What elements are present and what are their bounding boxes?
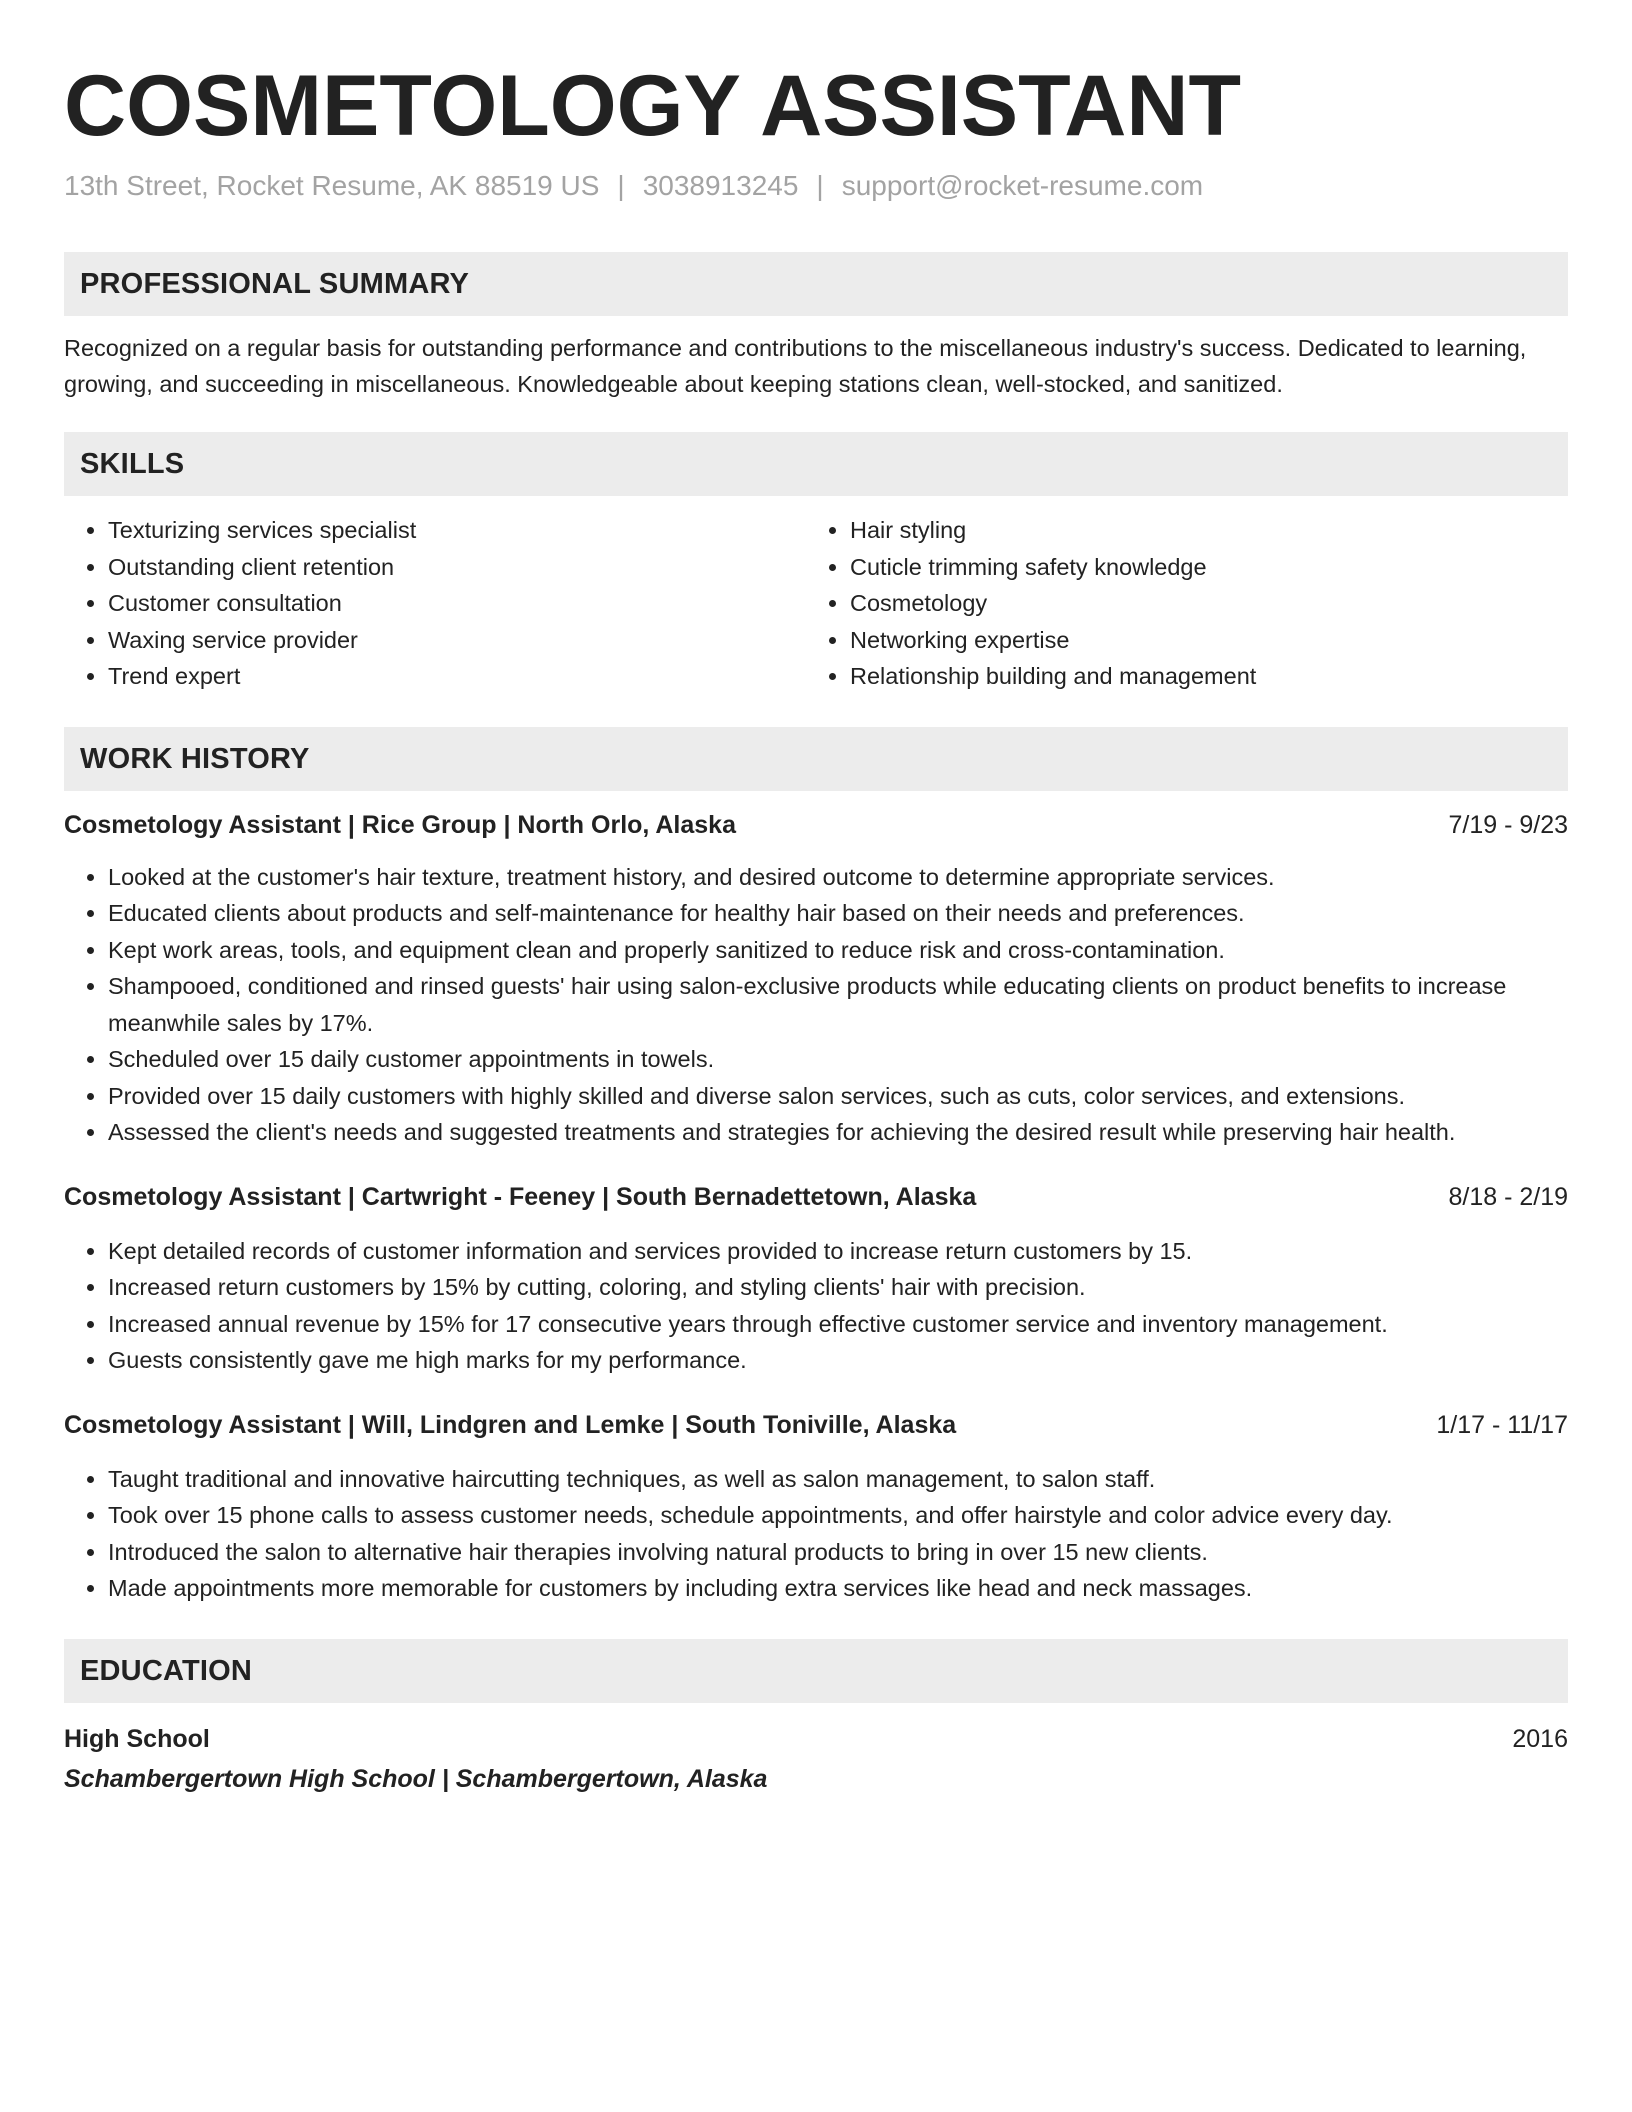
job-duty: • Scheduled over 15 daily customer appointments in towels. bbox=[108, 1041, 1568, 1078]
resume-page bbox=[64, 58, 1568, 1797]
contact-address: 13th Street, Rocket Resume, AK 88519 US bbox=[64, 170, 600, 201]
skills-list bbox=[64, 512, 1568, 695]
summary-text: Recognized on a regular basis for outstanding performance and contributions to the miscellaneous industry's success. Dedicated to learning, growing, and succeeding in miscellaneous. Knowledgeable about keeping stations clean, well-stocked, and sanitized. bbox=[64, 335, 1527, 397]
job-duty: • Introduced the salon to alternative hair therapies involving natural products to bring in over 15 new clients. bbox=[108, 1534, 1568, 1571]
skill-item: • Relationship building and management bbox=[850, 658, 1548, 695]
job-duty: • Guests consistently gave me high marks for my performance. bbox=[108, 1342, 1568, 1379]
job-title: Cosmetology Assistant | Will, Lindgren and Lemke | South Toniville, Alaska bbox=[64, 1410, 957, 1439]
education-year: 2016 bbox=[1512, 1724, 1568, 1753]
job-duty: • Provided over 15 daily customers with highly skilled and diverse salon services, such as cuts, color services, and extensions. bbox=[108, 1078, 1568, 1115]
job-duty: • Kept detailed records of customer information and services provided to increase return customers by 15. bbox=[108, 1233, 1568, 1270]
job-duty: • Shampooed, conditioned and rinsed guests' hair using salon-exclusive products while educating clients on product benefits to increase meanwhile sales by 17%. bbox=[108, 968, 1568, 1041]
skill-item: • Cuticle trimming safety knowledge bbox=[850, 549, 1548, 586]
skill-item: • Trend expert bbox=[108, 658, 806, 695]
resume-name: COSMETOLOGY ASSISTANT bbox=[64, 58, 1242, 154]
job-entry bbox=[64, 1179, 1568, 1379]
job-entry bbox=[64, 807, 1568, 1151]
job-duty: • Kept work areas, tools, and equipment clean and properly sanitized to reduce risk and cross-contamination. bbox=[108, 932, 1568, 969]
job-duties bbox=[64, 859, 1568, 1151]
skill-item: • Waxing service provider bbox=[108, 622, 806, 659]
contact-email: support@rocket-resume.com bbox=[841, 170, 1204, 201]
job-title: Cosmetology Assistant | Cartwright - Feeney | South Bernadettetown, Alaska bbox=[64, 1182, 977, 1211]
job-duty: • Educated clients about products and self-maintenance for healthy hair based on their needs and preferences. bbox=[108, 895, 1568, 932]
skill-item: • Cosmetology bbox=[850, 585, 1548, 622]
skill-item: • Customer consultation bbox=[108, 585, 806, 622]
education-school: Schambergertown High School | Schambergertown, Alaska bbox=[64, 1764, 768, 1793]
contact-phone: 3038913245 bbox=[642, 170, 799, 201]
job-duty: • Increased return customers by 15% by cutting, coloring, and styling clients' hair with precision. bbox=[108, 1269, 1568, 1306]
job-duty: • Increased annual revenue by 15% for 17 consecutive years through effective customer service and inventory management. bbox=[108, 1306, 1568, 1343]
job-dates: 8/18 - 2/19 bbox=[1448, 1182, 1568, 1211]
job-header bbox=[64, 1407, 1568, 1443]
contact-separator: | bbox=[617, 170, 625, 201]
skill-item: • Networking expertise bbox=[850, 622, 1548, 659]
skills-column-right bbox=[806, 512, 1548, 695]
contact-line bbox=[64, 168, 1568, 204]
job-duties bbox=[64, 1461, 1568, 1607]
education-header bbox=[64, 1721, 1568, 1757]
job-duties bbox=[64, 1233, 1568, 1379]
education-degree: High School bbox=[64, 1724, 210, 1753]
skills-heading: SKILLS bbox=[64, 432, 1568, 496]
job-duty: • Looked at the customer's hair texture, treatment history, and desired outcome to determine appropriate services. bbox=[108, 859, 1568, 896]
skills-column-left bbox=[64, 512, 806, 695]
job-duty: • Made appointments more memorable for customers by including extra services like head and neck massages. bbox=[108, 1570, 1568, 1607]
job-title: Cosmetology Assistant | Rice Group | North Orlo, Alaska bbox=[64, 810, 736, 839]
skill-item: • Hair styling bbox=[850, 512, 1548, 549]
job-duty: • Took over 15 phone calls to assess customer needs, schedule appointments, and offer hairstyle and color advice every day. bbox=[108, 1497, 1568, 1534]
job-header bbox=[64, 807, 1568, 843]
contact-separator: | bbox=[816, 170, 824, 201]
job-dates: 7/19 - 9/23 bbox=[1448, 810, 1568, 839]
job-duty: • Assessed the client's needs and suggested treatments and strategies for achieving the desired result while preserving hair health. bbox=[108, 1114, 1568, 1151]
job-dates: 1/17 - 11/17 bbox=[1436, 1410, 1568, 1439]
job-entry bbox=[64, 1407, 1568, 1607]
summary-heading: PROFESSIONAL SUMMARY bbox=[64, 252, 1568, 316]
skill-item: • Outstanding client retention bbox=[108, 549, 806, 586]
work-history-heading: WORK HISTORY bbox=[64, 727, 1568, 791]
skill-item: • Texturizing services specialist bbox=[108, 512, 806, 549]
education-heading: EDUCATION bbox=[64, 1639, 1568, 1703]
job-duty: • Taught traditional and innovative haircutting techniques, as well as salon management, to salon staff. bbox=[108, 1461, 1568, 1498]
job-header bbox=[64, 1179, 1568, 1215]
